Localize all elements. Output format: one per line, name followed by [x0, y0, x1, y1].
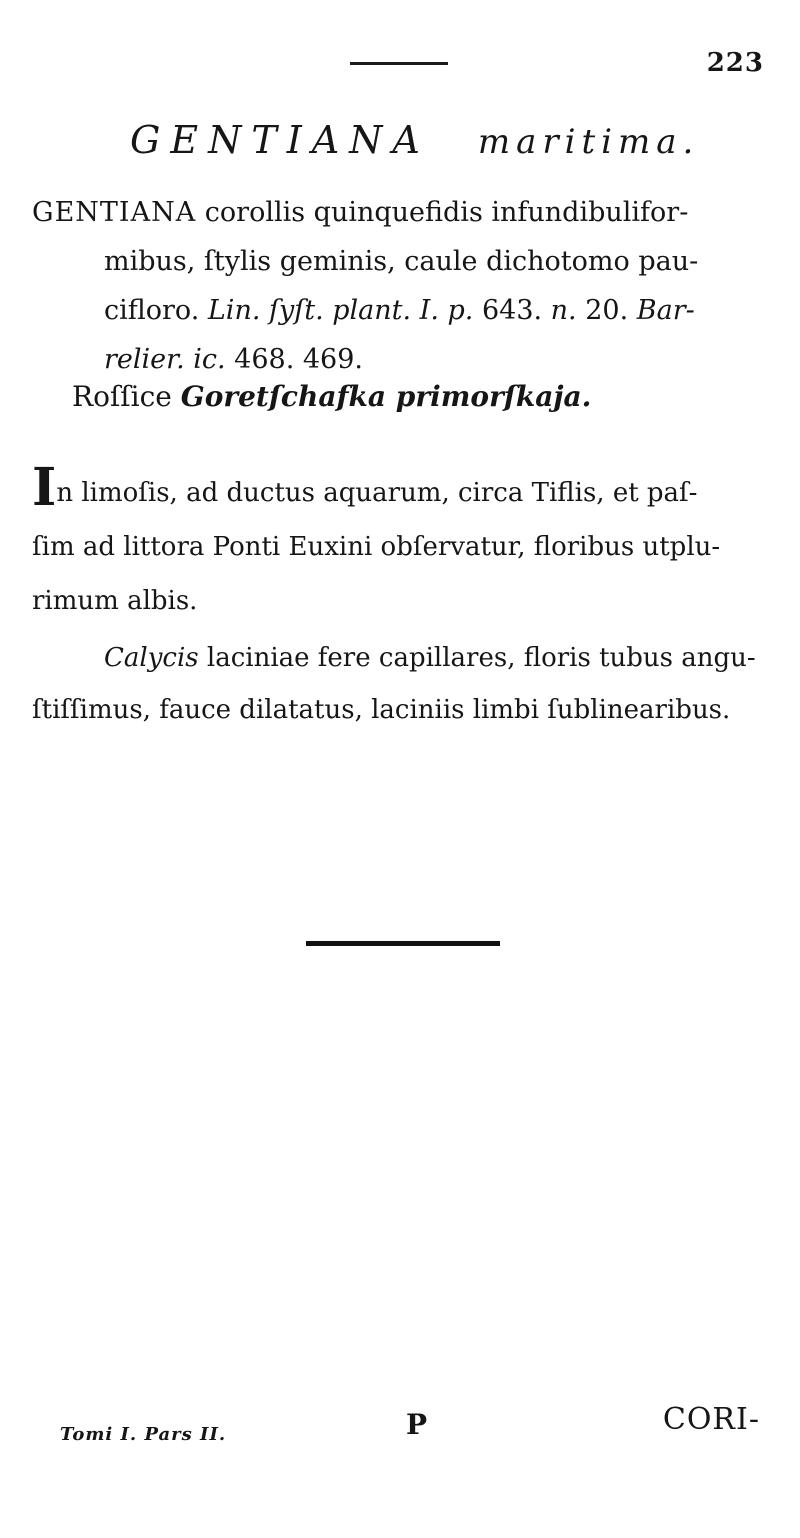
- calycis-word: Calycis: [104, 643, 199, 673]
- drop-cap: I: [32, 457, 57, 518]
- section-end-rule: [306, 941, 500, 946]
- catchword: CORI-: [662, 1402, 760, 1437]
- habitat-line-2: ſim ad littora Ponti Euxini obſervatur, floribus utplu-: [32, 532, 721, 562]
- habitat-line-1: [32, 457, 772, 520]
- diagnosis-line-1: [32, 188, 772, 237]
- reference-barrelier: Bar-: [636, 295, 695, 326]
- diagnosis-text: corollis quinquefidis infundibulifor-: [196, 197, 689, 228]
- description-text: laciniae fere capillares, floris tubus angu-: [198, 643, 756, 673]
- diagnosis-line-4: [32, 335, 772, 384]
- russian-prefix: Roſſice: [72, 380, 181, 413]
- diagnosis-text: cifloro.: [104, 295, 208, 326]
- diagnosis-text: 20.: [576, 295, 637, 326]
- habitat-text: n limoſis, ad ductus aquarum, circa Tiflis, et paſ-: [56, 478, 698, 508]
- diagnosis-line-2: mibus, ſtylis geminis, caule dichotomo pau-: [104, 246, 699, 277]
- title-genus: GENTIANA: [130, 118, 430, 162]
- russian-name: [72, 380, 591, 413]
- habitat-paragraph: [32, 457, 772, 628]
- reference-barrelier-cont: relier. ic.: [104, 344, 226, 375]
- description-paragraph: [32, 632, 772, 736]
- signature-mark: P: [406, 1408, 428, 1441]
- title-species: maritima.: [477, 122, 700, 162]
- header-rule: [350, 62, 448, 65]
- description-line-1: [32, 632, 772, 684]
- diagnosis-text: 468. 469.: [225, 344, 363, 375]
- species-title: [130, 118, 699, 162]
- diagnosis-line-3: [32, 286, 772, 335]
- reference-linnaeus: Lin. ſyſt. plant. I. p.: [207, 295, 474, 326]
- reference-number-label: n.: [550, 295, 577, 326]
- signature-line: Tomi I. Pars II.: [60, 1424, 227, 1445]
- diagnosis-block: [32, 188, 772, 384]
- page-number: 223: [706, 48, 764, 78]
- diagnosis-genus: GENTIANA: [32, 197, 197, 228]
- description-line-2: ſtiſſimus, fauce dilatatus, laciniis limbi ſublinearibus.: [32, 695, 731, 725]
- diagnosis-text: 643.: [473, 295, 551, 326]
- habitat-line-3: rimum albis.: [32, 586, 198, 616]
- russian-vernacular: Goretſchafka primorſkaja.: [180, 380, 592, 413]
